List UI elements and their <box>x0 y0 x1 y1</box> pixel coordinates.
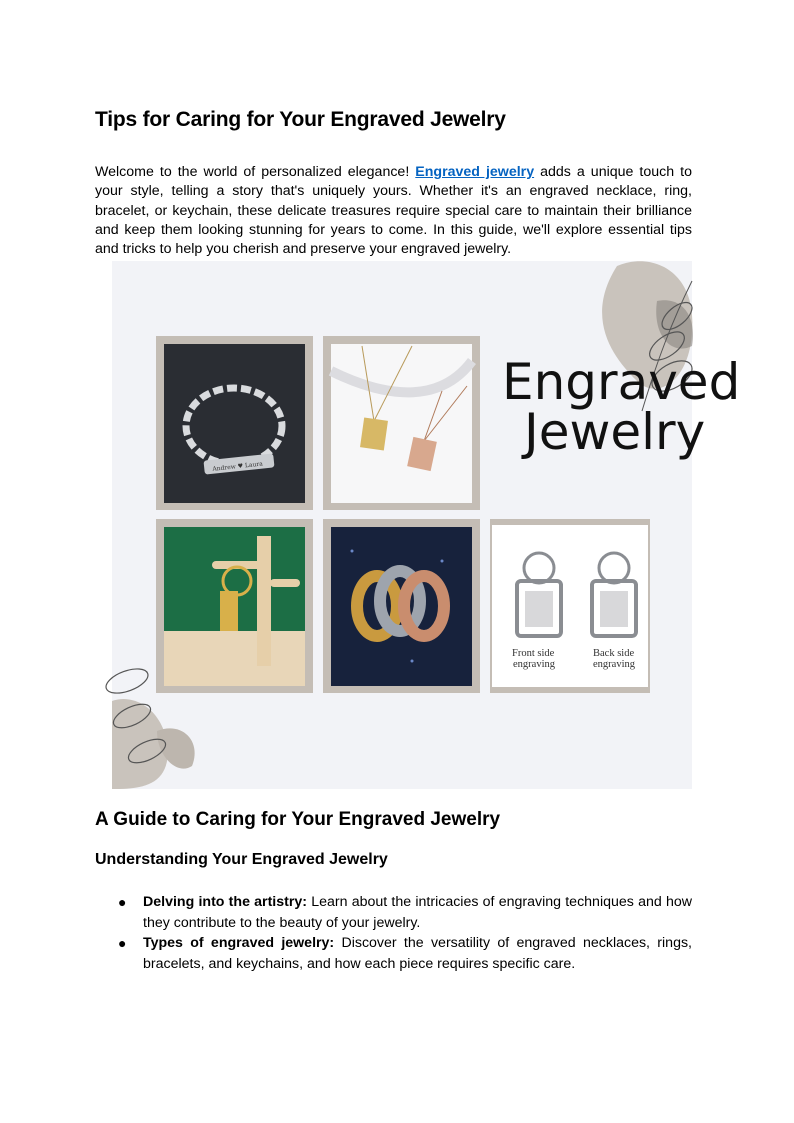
bullet-list <box>95 892 692 974</box>
intro-paragraph <box>95 163 692 259</box>
front-side-caption-2: engraving <box>513 659 555 670</box>
bullet-text: Learn about the intricacies of engraving techniques and how they contribute to the beauty of your jewelry. <box>143 894 692 931</box>
rings-photo <box>323 519 480 693</box>
intro-text-start: Welcome to the world of personalized elegance! <box>95 164 416 181</box>
bullet-icon: ● <box>118 894 127 910</box>
front-side-caption-1: Front side <box>512 648 555 659</box>
svg-text:Andrew ♥ Laura: Andrew ♥ Laura <box>212 460 264 473</box>
list-item <box>95 892 692 933</box>
hero-collage <box>112 261 741 789</box>
bullet-bold-lead: Delving into the artistry: <box>143 894 307 910</box>
hero-title-line1: Engraved <box>502 353 741 411</box>
back-side-caption-1: Back side <box>593 648 635 659</box>
list-item <box>95 933 692 974</box>
bullet-text: Discover the versatility of engraved necklaces, rings, bracelets, and keychains, and how each piece requires specific care. <box>143 935 692 972</box>
keychain-stand-photo <box>156 519 313 693</box>
necklace-photo <box>323 336 480 510</box>
back-side-caption-2: engraving <box>593 659 635 670</box>
keychain-engraving-photo <box>490 519 650 693</box>
page-title: Tips for Caring for Your Engraved Jewelry <box>95 108 506 131</box>
hero-title-line2: Jewelry <box>524 403 706 461</box>
section-heading: A Guide to Caring for Your Engraved Jewelry <box>95 809 501 830</box>
collage-graphic <box>112 261 741 789</box>
bullet-icon: ● <box>118 935 127 951</box>
subheading: Understanding Your Engraved Jewelry <box>95 851 388 868</box>
bullet-bold-lead: Types of engraved jewelry: <box>143 935 335 951</box>
bracelet-photo <box>156 336 313 510</box>
engraved-jewelry-link[interactable]: Engraved jewelry <box>415 164 535 181</box>
intro-text-end: adds a unique touch to your style, telling a story that's uniquely yours. Whether it's an engraved necklace, ring, bracelet, or keychain, these delicate treasures require special care to maintain their brilliance and keep them looking stunning for years to come. In this guide, we'll explore essential tips and tricks to help you cherish and preserve your engraved jewelry. <box>95 164 692 258</box>
